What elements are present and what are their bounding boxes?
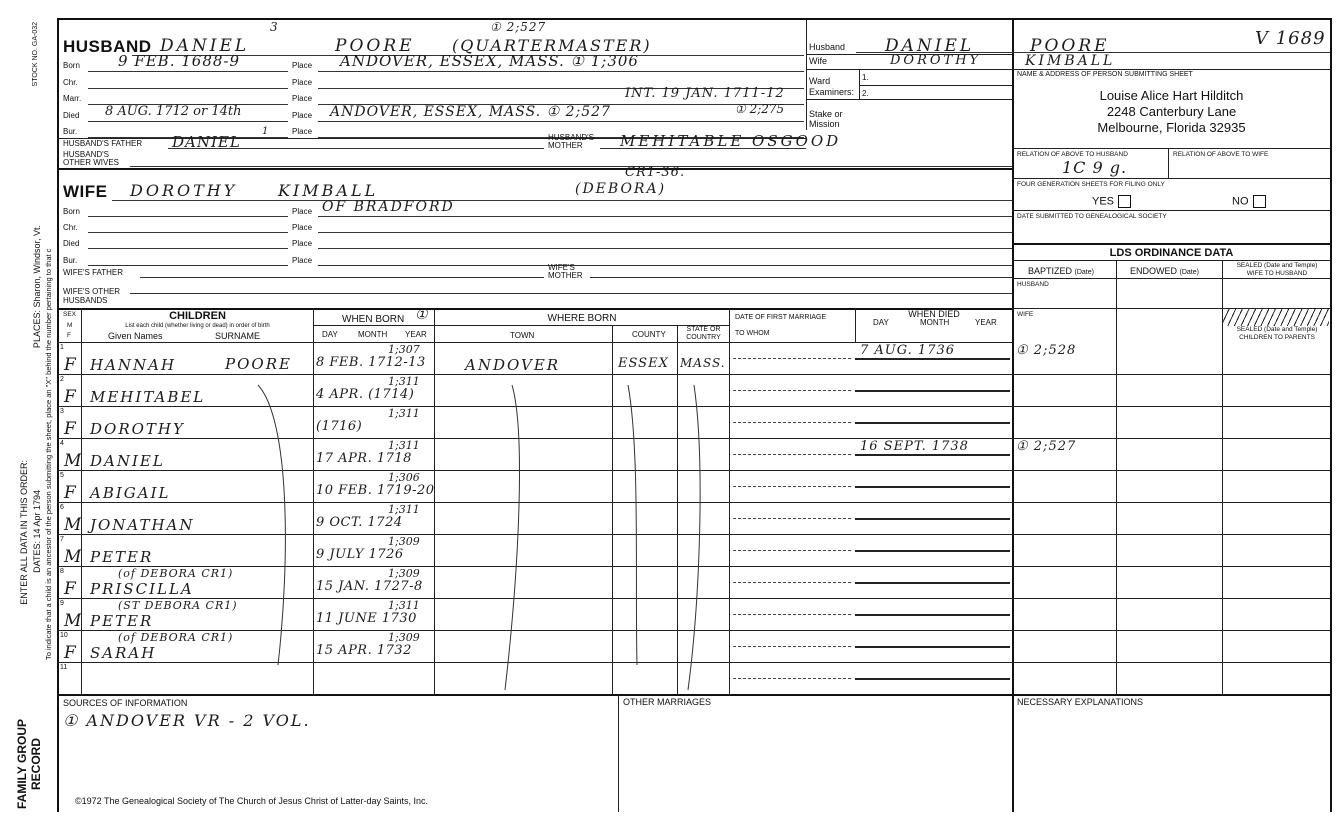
husband-born-line [88,71,288,72]
rp-lds-title: LDS ORDINANCE DATA [1109,247,1234,259]
child-born-date: 15 APR. 1732 [316,643,412,658]
wife-mother-label-2: MOTHER [548,271,583,280]
child-sex: F [64,579,77,599]
child-died-ref: ① 2;527 [1016,439,1077,454]
husband-chr-label: Chr. [63,78,78,87]
header-when-born-ref: ① [415,307,429,323]
lds-child-row-line [1012,566,1330,567]
child-born-ref: 1;311 [388,439,420,452]
wife-bur-label: Bur. [63,256,78,265]
husband-born-place-line [318,71,804,72]
child-died-ref: ① 2;528 [1016,343,1077,358]
rp-yes-option[interactable] [1092,195,1131,208]
child-marriage-line [855,486,1010,488]
child-marriage-line [855,646,1010,648]
husband-father-marker: 1 [262,126,270,137]
header-where-born: WHERE BORN [547,313,617,324]
rp-stake-label: Stake or [809,109,843,119]
wife-section-top-border [57,168,1012,170]
dates-note: DATES: 14 Apr 1794 [32,490,42,573]
child-born-ref: 1;311 [388,407,420,420]
lds-child-row-line [1012,438,1330,439]
husband-marr-label: Marr. [63,94,82,103]
child-sex: M [64,451,83,471]
child-row-line [57,662,1012,663]
copyright-notice: ©1972 The Genealogical Society of The Church of Jesus Christ of Latter-day Saints, Inc. [75,796,428,806]
child-sex: M [64,611,83,631]
rp-submitter-label: NAME & ADDRESS OF PERSON SUBMITTING SHEET [1017,71,1193,78]
husband-born-place: ANDOVER, ESSEX, MASS. ① 1;306 [340,52,639,70]
rp-lds-col-1 [1116,260,1117,694]
child-marriage-dash [733,646,851,647]
child-name: PRISCILLA [90,580,194,598]
husband-father: DANIEL [172,133,241,151]
husband-died-place-line [318,121,804,122]
wife-chr-label: Chr. [63,223,78,232]
child-name: DOROTHY [90,420,185,438]
rp-sealed-wife-1: SEALED (Date and Temple) [1236,262,1318,269]
rp-no-option[interactable] [1232,195,1266,208]
child-born-date: (1716) [316,419,363,434]
form-divider-header-right [806,18,807,130]
lds-child-row-line [1012,502,1330,503]
rp-husband-row-label: HUSBAND [1017,281,1049,288]
header-f: F [67,332,71,339]
child-born-ref: 1;311 [388,599,420,612]
rp-submitter-street: 2248 Canterbury Lane [1106,104,1237,119]
col-born-divider [434,308,435,694]
lds-child-row-line [1012,470,1330,471]
wife-died-label: Died [63,239,80,248]
lds-child-row-line [1012,630,1330,631]
rp-ward-top-line [806,69,1330,70]
rp-wife-row-label: WIFE [1017,311,1034,318]
header-died-month: MONTH [920,318,950,327]
rp-examiners-label: Examiners: [809,87,855,97]
child-born-date: 17 APR. 1718 [316,451,412,466]
child-name: HANNAH [90,356,177,374]
ditto-state-stroke [688,385,700,690]
rp-four-gen-label: FOUR GENERATION SHEETS FOR FILING ONLY [1017,181,1165,188]
wife-alt-name: (DEBORA) [575,181,667,197]
husband-mother-label-1: HUSBAND'S [548,133,594,142]
child-name: SARAH [90,644,157,662]
child-marriage-dash [733,582,851,583]
rp-mission-label: Mission [809,119,840,129]
child-born-ref: 1;311 [388,503,420,516]
child-marriage-line [855,678,1010,680]
child-sex: F [64,483,77,503]
rp-baptized-header [1028,266,1094,276]
wife-chr-place-line [318,232,1012,233]
lds-child-row-line [1012,598,1330,599]
child-note: (of DEBORA CR1) [118,567,234,580]
places-note: PLACES: Sharon, Windsor, Vt. [32,225,42,349]
stock-number: STOCK NO. GA-032 [32,22,39,87]
header-died-year: YEAR [975,318,997,327]
child-number: 5 [60,472,64,479]
wife-died-place-line [318,248,1012,249]
child-died-date: 7 AUG. 1736 [860,343,956,358]
lds-child-row-line [1012,406,1330,407]
child-sex: M [64,547,83,567]
header-given-names: Given Names [108,331,163,341]
child-born-date: 11 JUNE 1730 [316,611,417,626]
child-sex: F [64,387,77,407]
header-died-day: DAY [873,318,889,327]
wife-other-husbands-label-2: HUSBANDS [63,296,108,305]
wife-died-place-label: Place [292,239,313,248]
husband-mother-label-2: MOTHER [548,141,583,150]
rp-lds-header-line [1012,260,1330,261]
husband-died-line [88,121,288,122]
wife-bur-place-label: Place [292,256,313,265]
rp-sealed-children-2: CHILDREN TO PARENTS [1239,334,1315,341]
husband-born-date: 9 FEB. 1688-9 [118,52,241,70]
rp-submitter-name: Louise Alice Hart Hilditch [1099,88,1244,103]
child-name: DANIEL [90,452,165,470]
husband-born-place-label: Place [292,61,313,70]
child-row-line [57,502,1012,503]
header-first-marriage: DATE OF FIRST MARRIAGE [735,314,827,321]
rp-husband-label: Husband [809,42,846,52]
header-sub-line-where [435,325,729,326]
header-state-1: STATE OR [686,326,721,333]
rp-ward-divider [859,69,860,99]
rp-rel-husband: 1C 9 g. [1062,158,1128,177]
child-born-ref: 1;309 [388,535,420,548]
wife-alt-ref: CR1-36. [625,165,686,180]
rp-ward-label: Ward [809,76,831,86]
husband-born-label: Born [63,61,80,70]
rp-submitter-city: Melbourne, Florida 32935 [1097,120,1246,135]
rp-yes-label: YES [1092,195,1115,208]
sources-text: ① ANDOVER VR - 2 VOL. [63,711,311,730]
rp-relation-divider [1168,148,1169,178]
lds-child-row-line [1012,534,1330,535]
lds-child-row-line [1012,374,1330,375]
child-row-line [57,374,1012,375]
child-county: ESSEX [618,356,669,371]
child-marriage-line [855,518,1010,520]
husband-died-place-label: Place [292,111,313,120]
child-surname: POORE [225,355,292,373]
husband-marr-place-label: Place [292,94,313,103]
ditto-town-stroke [505,385,519,690]
yes-checkbox[interactable] [1118,195,1131,208]
husband-other-wives-line [130,166,1012,167]
child-number: 3 [60,408,64,415]
husband-father-label: HUSBAND'S FATHER [63,139,143,148]
header-town: TOWN [510,331,535,340]
rp-husband-surname: POORE [1030,36,1110,56]
header-sex: SEX [63,311,77,318]
rp-husband-given: DANIEL [885,36,975,56]
rp-sealed-children-1: SEALED (Date and Temple) [1224,326,1330,333]
child-sex: F [64,355,77,375]
form-right-border [1330,18,1332,812]
child-marriage-line [855,390,1010,392]
rp-date-submitted-label: DATE SUBMITTED TO GENEALOGICAL SOCIETY [1017,213,1167,220]
col-town-divider [612,325,613,694]
rp-sealed-hatch [1223,309,1329,326]
child-note: (of DEBORA CR1) [118,631,234,644]
child-marriage-dash [733,454,851,455]
wife-born-place-line [318,216,1012,217]
child-state: MASS. [680,356,726,370]
sources-label: SOURCES OF INFORMATION [63,698,188,708]
header-county: COUNTY [632,330,666,339]
rp-examiner-mid-line [859,85,1012,86]
header-state-2: COUNTRY [686,334,721,341]
lds-child-row-line [1012,662,1330,663]
husband-surname: POORE [335,36,415,56]
header-m: M [67,322,73,329]
col-sex-divider [81,308,82,694]
col-state-divider [729,308,730,694]
header-sub-line-born [313,325,434,326]
rp-rel-husband-label: RELATION OF ABOVE TO HUSBAND [1017,151,1128,158]
husband-chr-place-label: Place [292,78,313,87]
husband-father-line [168,148,544,149]
header-when-born: WHEN BORN [342,314,405,325]
rp-baptized-label: BAPTIZED [1028,266,1073,276]
child-number: 10 [60,632,68,639]
header-when-died: WHEN DIED [908,309,960,319]
wife-born-place: OF BRADFORD [322,199,455,215]
rp-date-submitted-top-line [1012,210,1330,211]
rp-sheet-number: V 1689 [1255,28,1326,49]
no-checkbox[interactable] [1253,195,1266,208]
child-marriage-dash [733,486,851,487]
header-list-note: List each child (whether living or dead) in order of birth [125,323,270,329]
wife-chr-place-label: Place [292,223,313,232]
husband-bur-place-label: Place [292,127,313,136]
child-number: 1 [60,344,64,351]
child-born-ref: 1;306 [388,471,420,484]
child-born-date: 9 OCT. 1724 [316,515,403,530]
child-name: MEHITABEL [90,388,206,406]
col-name-divider [313,308,314,694]
col-county-divider [677,325,678,694]
header-surname: SURNAME [215,331,261,341]
header-children: CHILDREN [169,310,226,322]
child-name: ABIGAIL [90,484,171,502]
wife-name-line [112,200,1012,201]
child-marriage-dash [733,358,851,359]
rp-lds-husband-line [1012,278,1330,279]
child-born-date: 8 FEB. 1712-13 [316,355,426,370]
rp-no-label: NO [1232,195,1249,208]
header-born-year: YEAR [405,330,427,339]
husband-marr-int: INT. 19 JAN. 1711-12 [625,86,785,101]
child-marriage-dash [733,614,851,615]
child-marriage-dash [733,422,851,423]
enter-all-note: ENTER ALL DATA IN THIS ORDER: [19,460,29,605]
child-sex: F [64,419,77,439]
child-number: 9 [60,600,64,607]
child-name: PETER [90,612,154,630]
child-number: 4 [60,440,64,447]
bottom-section-top-border [57,694,1332,696]
header-to-whom: TO WHOM [735,330,770,337]
wife-mother-line [590,277,1012,278]
other-marriages-label: OTHER MARRIAGES [623,697,712,707]
child-marriage-dash [733,678,851,679]
wife-father-line [140,277,544,278]
rp-endowed-date-label: (Date) [1179,269,1199,276]
explanations-label: NECESSARY EXPLANATIONS [1017,697,1144,707]
child-born-ref: 1;309 [388,567,420,580]
child-row-line [57,534,1012,535]
husband-died-place: ANDOVER, ESSEX, MASS. ① 2;527 [330,104,611,120]
child-name: PETER [90,548,154,566]
rp-endowed-label: ENDOWED [1130,266,1177,276]
header-born-day: DAY [322,330,338,339]
rp-sealed-wife-2: WIFE TO HUSBAND [1246,270,1308,277]
child-marriage-dash [733,550,851,551]
child-town: ANDOVER [465,356,561,374]
husband-other-wives-label-2: OTHER WIVES [63,158,120,167]
husband-heading: HUSBAND [63,37,152,56]
husband-note: (QUARTERMASTER) [452,36,652,55]
ancestor-instruction: To indicate that a child is an ancestor of the person submitting the sheet, place an "X" behind the number pertaining to that c [44,248,53,660]
wife-mother-label-1: WIFE'S [548,263,575,272]
rp-wife-top-line [806,54,1012,55]
husband-died-label: Died [63,111,80,120]
wife-other-husbands-line [130,293,1012,294]
wife-born-label: Born [63,207,80,216]
child-born-date: 15 JAN. 1727-8 [316,579,423,594]
husband-marker: 3 [270,20,279,34]
wife-chr-line [88,232,288,233]
family-group-record-title: FAMILY GROUP RECORD [15,718,43,810]
child-born-date: 10 FEB. 1719-20 [316,483,435,498]
child-born-date: 9 JULY 1726 [316,547,404,562]
rp-endowed-header [1130,266,1199,276]
form-divider-right-panel [1012,18,1014,812]
rp-rel-wife-label: RELATION OF ABOVE TO WIFE [1173,151,1269,158]
wife-born-place-label: Place [292,207,313,216]
child-born-ref: 1;311 [388,375,420,388]
rp-wife-surname: KIMBALL [1025,53,1116,69]
rp-wife-label: Wife [809,56,827,66]
rp-lds-top-line [1012,243,1330,245]
child-marriage-line [855,358,1010,360]
child-number: 6 [60,504,64,511]
child-sex: M [64,515,83,535]
husband-mother-line [600,148,806,149]
rp-examiner-2: 2. [862,89,869,98]
child-number: 8 [60,568,64,575]
rp-wife-given: DOROTHY [890,53,982,68]
form-top-border [57,18,1332,20]
child-died-date: 16 SEPT. 1738 [860,439,969,454]
child-marriage-dash [733,518,851,519]
child-number: 11 [60,664,68,671]
rp-relation-top-line [1012,148,1330,149]
husband-bur-label: Bur. [63,127,78,136]
wife-father-label: WIFE'S FATHER [63,268,124,277]
husband-marr-date: 8 AUG. 1712 or 14th [105,104,242,119]
child-number: 2 [60,376,64,383]
wife-born-line [88,216,288,217]
child-row-line [57,406,1012,407]
rp-husband-line [856,52,1330,53]
wife-given-name: DOROTHY [130,181,238,200]
header-born-month: MONTH [358,330,388,339]
wife-surname: KIMBALL [278,181,379,200]
child-marriage-line [855,422,1010,424]
rp-examiner-1: 1. [862,73,869,82]
wife-bur-line [88,265,288,266]
wife-bur-place-line [318,265,1012,266]
ditto-county-stroke [628,385,637,665]
child-marriage-line [855,454,1010,456]
child-note: (ST DEBORA CR1) [118,599,238,612]
child-born-ref: 1;307 [388,343,420,356]
child-row-line [57,470,1012,471]
wife-died-line [88,248,288,249]
child-born-ref: 1;309 [388,631,420,644]
child-marriage-line [855,614,1010,616]
child-name: JONATHAN [90,516,195,534]
bottom-divider-1 [618,694,619,812]
husband-mother: MEHITABLE OSGOOD [620,132,842,150]
wife-heading: WIFE [63,182,108,201]
child-marriage-dash [733,390,851,391]
rp-four-gen-top-line [1012,178,1330,179]
husband-other-wives-label-1: HUSBAND'S [63,150,109,159]
child-sex: F [64,643,77,663]
husband-died-ref: ① 2;275 [735,102,785,116]
rp-stake-top-line [806,99,1012,100]
rp-baptized-date-label: (Date) [1074,269,1094,276]
child-number: 7 [60,536,64,543]
husband-chr-line [88,88,288,89]
wife-other-husbands-label-1: WIFE'S OTHER [63,287,121,296]
child-marriage-line [855,582,1010,584]
husband-note-ref: ① 2;527 [490,20,547,34]
ditto-surname-stroke [258,385,285,665]
husband-given-name: DANIEL [160,36,250,56]
child-born-date: 4 APR. (1714) [316,387,415,402]
child-marriage-line [855,550,1010,552]
